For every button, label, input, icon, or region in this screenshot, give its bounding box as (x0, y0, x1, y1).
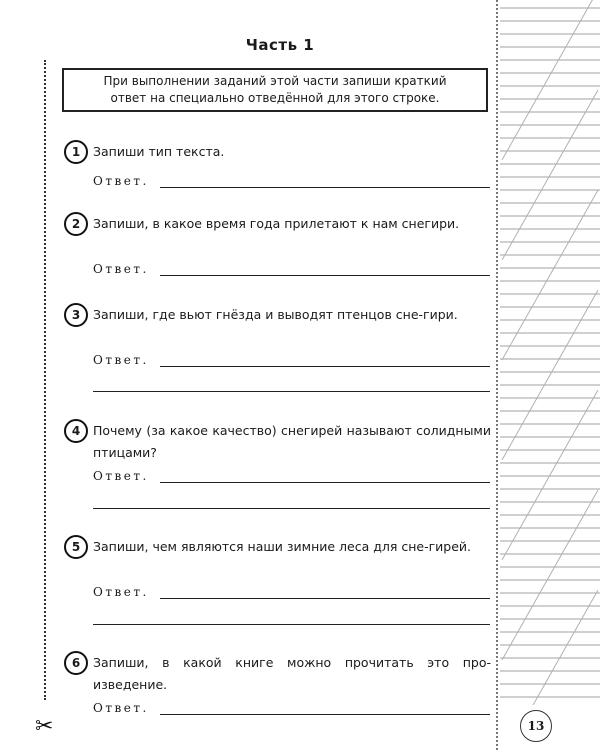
task-text: Запиши тип текста. (93, 144, 225, 159)
answer-label: Ответ. (93, 262, 149, 276)
answer-line[interactable] (160, 714, 490, 715)
practice-ruling (498, 0, 600, 705)
task-number: 3 (64, 303, 88, 327)
page-number: 13 (520, 710, 552, 742)
task-number: 5 (64, 535, 88, 559)
answer-line[interactable] (160, 366, 490, 367)
task-number: 2 (64, 212, 88, 236)
answer-extra-line[interactable] (93, 508, 490, 509)
instruction-line-2: ответ на специально отведённой для этого строке. (110, 91, 440, 105)
answer-label: Ответ. (93, 469, 149, 483)
answer-line[interactable] (160, 187, 490, 188)
answer-line[interactable] (160, 275, 490, 276)
page-title: Часть 1 (245, 36, 315, 54)
task-text: Почему (за какое качество) снегирей называют солидными птицами? (93, 423, 491, 460)
task-text: Запиши, в какое время года прилетают к нам снегири. (93, 216, 460, 231)
task-number: 1 (64, 140, 88, 164)
task-number: 6 (64, 651, 88, 675)
instruction-box (62, 68, 488, 112)
task-text: Запиши, где вьют гнёзда и выводят птенцов сне-гири. (93, 307, 458, 322)
task-text: Запиши, чем являются наши зимние леса для сне-гирей. (93, 539, 472, 554)
answer-extra-line[interactable] (93, 624, 490, 625)
answer-line[interactable] (160, 482, 490, 483)
scissors-icon: ✂ (35, 714, 54, 739)
answer-line[interactable] (160, 598, 490, 599)
answer-label: Ответ. (93, 174, 149, 188)
answer-label: Ответ. (93, 701, 149, 715)
answer-extra-line[interactable] (93, 391, 490, 392)
task-number: 4 (64, 419, 88, 443)
answer-label: Ответ. (93, 585, 149, 599)
instruction-line-1: При выполнении заданий этой части запиши краткий (103, 74, 447, 88)
task-text: Запиши, в какой книге можно прочитать это про-изведение. (93, 655, 491, 692)
answer-label: Ответ. (93, 353, 149, 367)
cut-line (44, 60, 46, 700)
